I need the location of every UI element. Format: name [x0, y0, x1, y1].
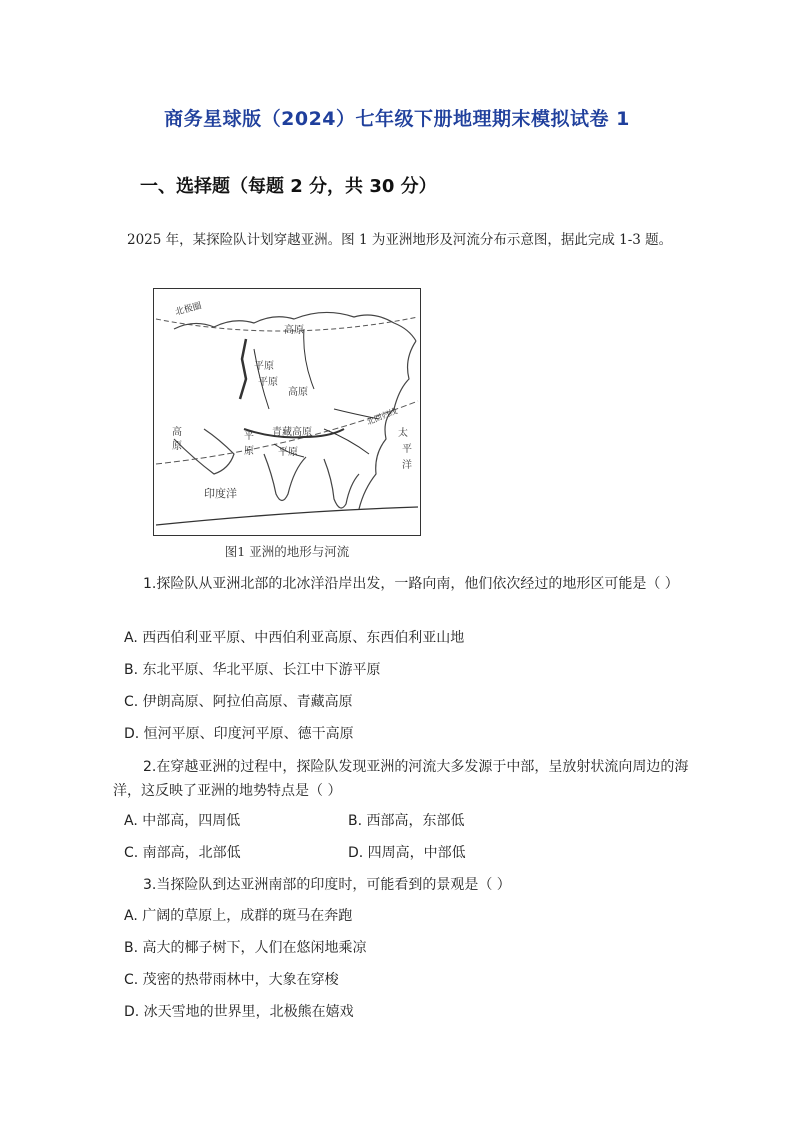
map-label-plain-1: 平: [244, 431, 254, 442]
india-coast: [264, 454, 306, 501]
asia-map-svg: [154, 289, 420, 535]
map-label-plateau-w-1: 高: [172, 427, 182, 438]
river-4: [324, 429, 369, 454]
map-label-pacific-3: 洋: [402, 460, 412, 471]
ural-range: [240, 339, 246, 399]
question-2-stem: 2.在穿越亚洲的过程中，探险队发现亚洲的河流大多发源于中部，呈放射状流向周边的海洋，这反映了亚洲的地势特点是（ ）: [113, 759, 689, 799]
asia-map-figure: [153, 288, 421, 536]
arabia-coast: [174, 429, 234, 474]
map-label-arctic: 北极圈: [174, 301, 203, 318]
map-label-indian-ocean: 印度洋: [204, 487, 237, 500]
map-label-plain-3: 平原: [278, 447, 298, 458]
question-1-option-a[interactable]: A. 西西伯利亚平原、中西伯利亚高原、东西伯利亚山地: [124, 630, 465, 646]
question-1-option-d[interactable]: D. 恒河平原、印度河平原、德干高原: [124, 726, 354, 742]
figure-caption: 图1 亚洲的地形与河流: [224, 544, 350, 559]
map-label-plateau-n: 高原: [284, 325, 304, 336]
intro-text: 2025 年，某探险队计划穿越亚洲。图 1 为亚洲地形及河流分布示意图，据此完成 1-3 题。: [127, 232, 673, 248]
question-1-stem: 1.探险队从亚洲北部的北冰洋沿岸出发，一路向南，他们依次经过的地形区可能是（ ）: [143, 576, 679, 592]
map-label-tibet: 青藏高原: [272, 427, 312, 438]
question-2-option-c[interactable]: C. 南部高，北部低: [124, 845, 241, 861]
page-title: 商务星球版（2024）七年级下册地理期末模拟试卷 1: [164, 108, 630, 130]
map-label-pacific-2: 平: [402, 444, 412, 455]
map-label-plain-2: 原: [244, 446, 254, 457]
question-3-option-b[interactable]: B. 高大的椰子树下，人们在悠闲地乘凉: [124, 940, 367, 956]
question-3-option-d[interactable]: D. 冰天雪地的世界里，北极熊在嬉戏: [124, 1004, 354, 1020]
map-label-tropic: 北回归线: [365, 406, 399, 427]
question-2-option-d[interactable]: D. 四周高，中部低: [348, 845, 466, 861]
question-3-option-a[interactable]: A. 广阔的草原上，成群的斑马在奔跑: [124, 908, 353, 924]
question-1-option-b[interactable]: B. 东北平原、华北平原、长江中下游平原: [124, 662, 381, 678]
map-label-plain-w: 平原: [254, 361, 274, 372]
se-asia-coast: [324, 459, 359, 508]
map-label-plain-c: 平原: [258, 377, 278, 388]
equator-line: [156, 507, 418, 525]
section-heading: 一、选择题（每题 2 分，共 30 分）: [140, 176, 437, 197]
question-3-option-c[interactable]: C. 茂密的热带雨林中，大象在穿梭: [124, 972, 339, 988]
question-2-option-b[interactable]: B. 西部高，东部低: [348, 813, 465, 829]
question-1-option-c[interactable]: C. 伊朗高原、阿拉伯高原、青藏高原: [124, 694, 353, 710]
map-label-pacific-1: 太: [398, 428, 408, 439]
river-2: [304, 329, 314, 389]
map-label-plateau-c: 高原: [288, 387, 308, 398]
map-label-plateau-w-2: 原: [172, 441, 182, 452]
question-2-option-a[interactable]: A. 中部高，四周低: [124, 813, 241, 829]
question-3-stem: 3.当探险队到达亚洲南部的印度时，可能看到的景观是（ ）: [143, 877, 511, 893]
